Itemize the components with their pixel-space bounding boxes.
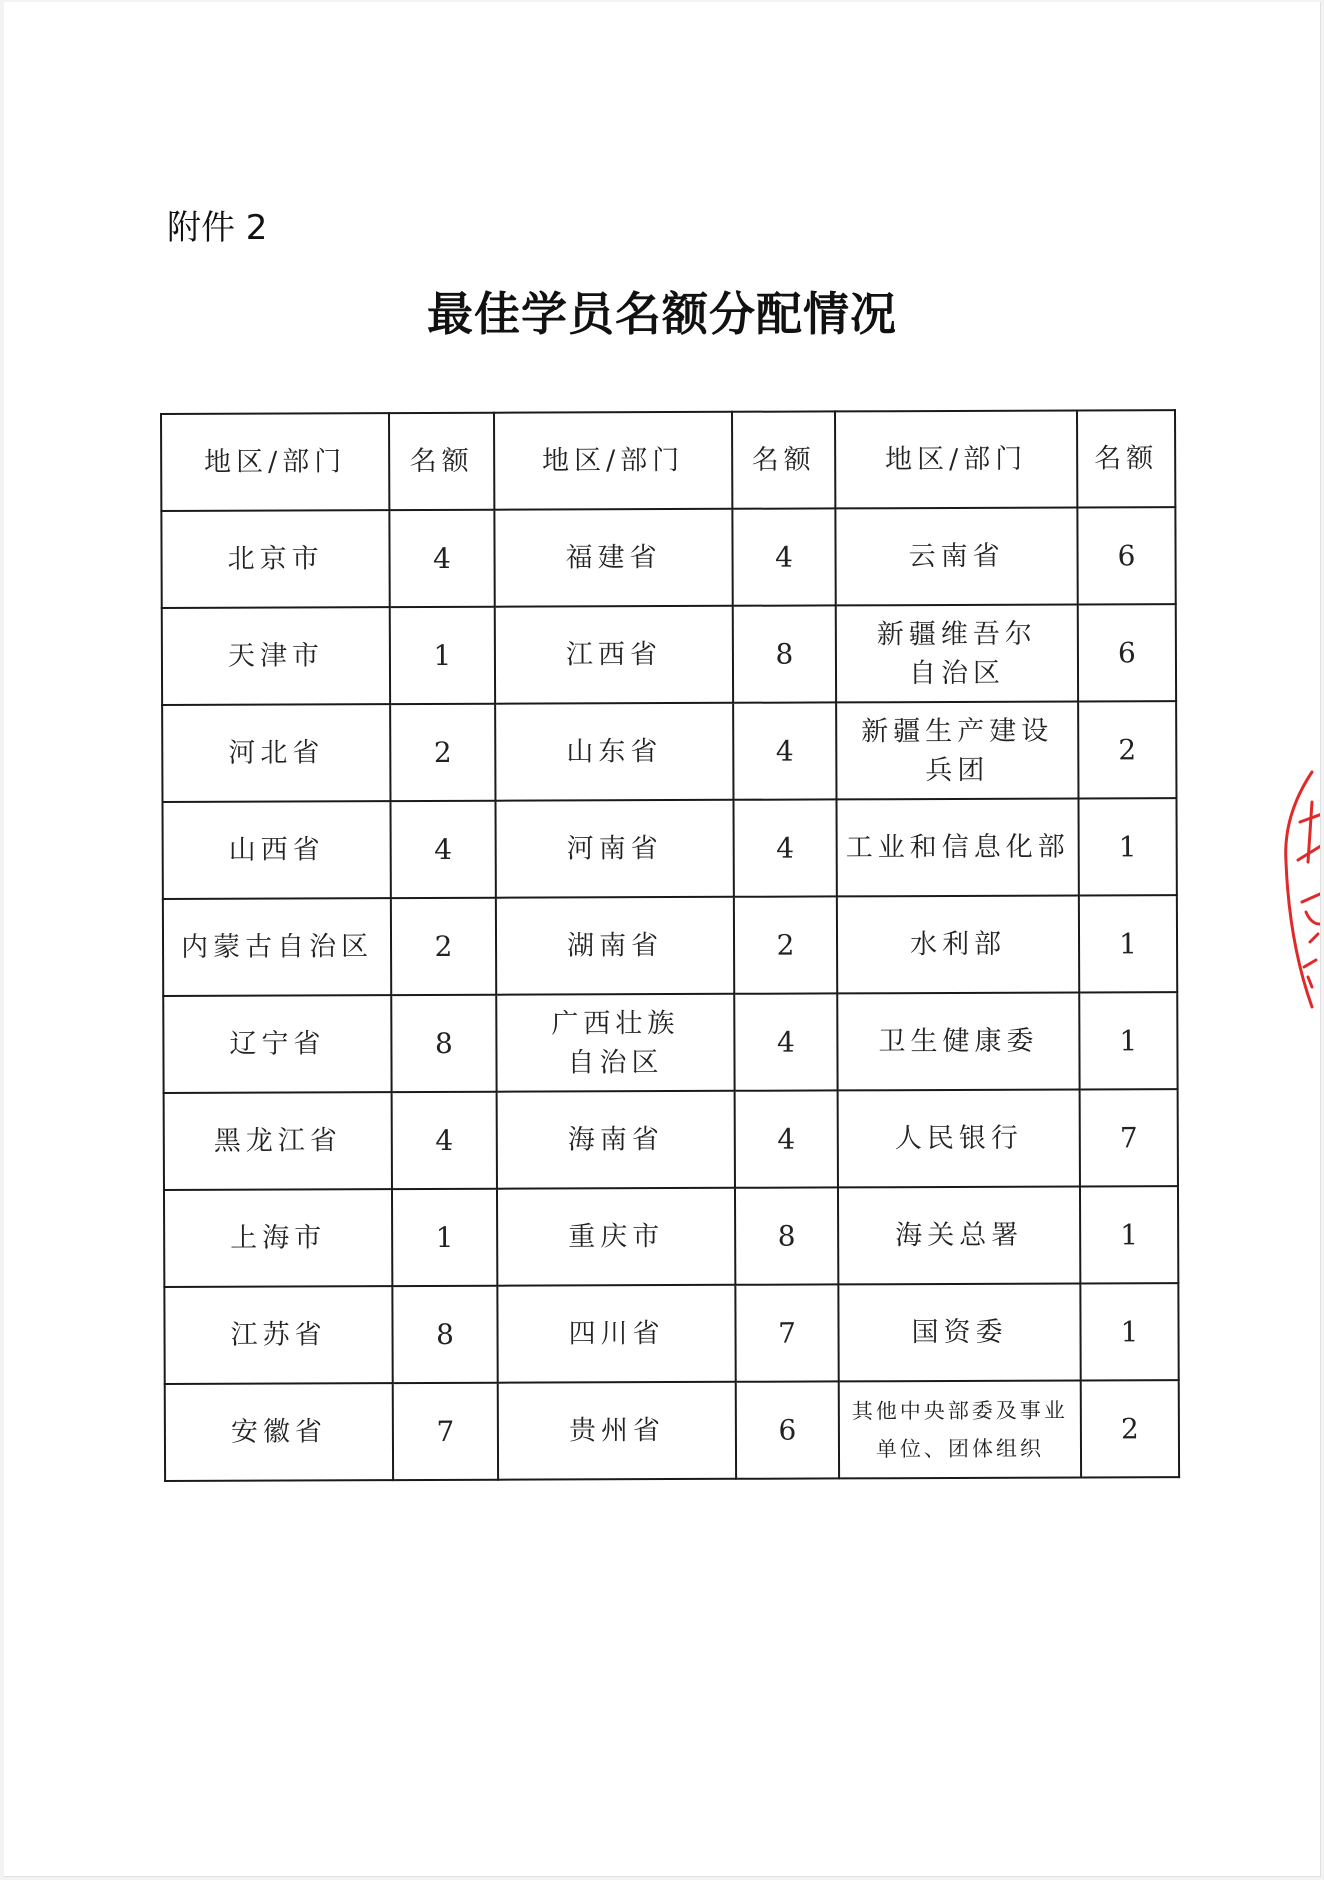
quota-count-cell: 7 xyxy=(393,1383,498,1480)
header-quota: 名额 xyxy=(1077,410,1175,507)
region-dept-cell: 内蒙古自治区 xyxy=(163,898,391,996)
quota-count-cell: 8 xyxy=(392,1286,497,1383)
quota-count-cell: 7 xyxy=(735,1284,838,1381)
table-row xyxy=(164,1283,1178,1384)
quota-count-cell: 4 xyxy=(389,510,494,607)
region-dept-cell: 新疆生产建设 兵团 xyxy=(836,701,1078,799)
region-dept-cell: 国资委 xyxy=(838,1283,1080,1381)
header-region-dept: 地区/部门 xyxy=(161,413,389,511)
region-dept-cell: 福建省 xyxy=(494,509,732,607)
attachment-label: 附件 2 xyxy=(167,208,268,248)
region-dept-cell: 广西壮族 自治区 xyxy=(496,994,734,1092)
region-dept-cell: 江苏省 xyxy=(164,1286,392,1384)
region-dept-cell: 贵州省 xyxy=(498,1382,736,1480)
region-dept-cell: 江西省 xyxy=(495,606,733,704)
quota-count-cell: 1 xyxy=(1080,1186,1178,1283)
header-region-dept: 地区/部门 xyxy=(494,412,732,510)
quota-count-cell: 6 xyxy=(736,1381,839,1478)
region-dept-cell: 重庆市 xyxy=(497,1188,735,1286)
quota-count-cell: 2 xyxy=(1081,1380,1179,1477)
red-seal-fragment xyxy=(1272,762,1321,1022)
region-dept-cell: 河北省 xyxy=(162,704,390,802)
region-dept-cell: 其他中央部委及事业 单位、团体组织 xyxy=(839,1380,1081,1478)
quota-count-cell: 1 xyxy=(1080,1283,1178,1380)
quota-count-cell: 1 xyxy=(390,607,495,704)
quota-count-cell: 2 xyxy=(390,704,495,801)
quota-count-cell: 4 xyxy=(733,702,836,799)
quota-table-body xyxy=(161,410,1179,1481)
region-dept-cell: 黑龙江省 xyxy=(164,1092,392,1190)
quota-count-cell: 2 xyxy=(1078,701,1176,798)
quota-count-cell: 7 xyxy=(1080,1089,1178,1186)
region-dept-cell: 云南省 xyxy=(835,507,1077,605)
quota-count-cell: 1 xyxy=(1079,992,1177,1089)
quota-count-cell: 2 xyxy=(391,898,496,995)
region-dept-cell: 天津市 xyxy=(162,607,390,705)
region-dept-cell: 湖南省 xyxy=(496,897,734,995)
quota-count-cell: 4 xyxy=(733,799,836,896)
region-dept-cell: 山东省 xyxy=(495,703,733,801)
table-header-row xyxy=(161,410,1175,511)
region-dept-cell: 海关总署 xyxy=(838,1186,1080,1284)
region-dept-cell: 工业和信息化部 xyxy=(836,798,1078,896)
region-dept-cell: 山西省 xyxy=(162,801,390,899)
quota-count-cell: 8 xyxy=(733,605,836,702)
quota-count-cell: 6 xyxy=(1077,507,1175,604)
quota-count-cell: 1 xyxy=(1078,798,1176,895)
region-dept-cell: 北京市 xyxy=(161,510,389,608)
region-dept-cell: 水利部 xyxy=(837,895,1079,993)
table-row xyxy=(163,992,1177,1093)
quota-count-cell: 4 xyxy=(732,508,835,605)
table-row xyxy=(161,507,1175,608)
region-dept-cell: 海南省 xyxy=(497,1091,735,1189)
table-row xyxy=(164,1089,1178,1190)
region-dept-cell: 新疆维吾尔 自治区 xyxy=(836,604,1078,702)
header-region-dept: 地区/部门 xyxy=(835,410,1077,508)
quota-count-cell: 1 xyxy=(1079,895,1177,992)
table-row xyxy=(165,1380,1179,1481)
quota-count-cell: 1 xyxy=(392,1189,497,1286)
table-row xyxy=(162,701,1176,802)
page-title: 最佳学员名额分配情况 xyxy=(427,287,897,341)
quota-count-cell: 8 xyxy=(391,995,496,1092)
region-dept-cell: 安徽省 xyxy=(165,1383,393,1481)
quota-count-cell: 4 xyxy=(392,1092,497,1189)
quota-count-cell: 6 xyxy=(1078,604,1176,701)
region-dept-cell: 四川省 xyxy=(497,1285,735,1383)
quota-count-cell: 4 xyxy=(735,1090,838,1187)
region-dept-cell: 河南省 xyxy=(495,800,733,898)
document-page xyxy=(4,2,1321,1877)
table-row xyxy=(164,1186,1178,1287)
header-quota: 名额 xyxy=(389,413,494,510)
quota-table xyxy=(160,409,1180,1482)
quota-count-cell: 8 xyxy=(735,1187,838,1284)
region-dept-cell: 卫生健康委 xyxy=(837,992,1079,1090)
quota-count-cell: 2 xyxy=(734,896,837,993)
header-quota: 名额 xyxy=(732,411,835,508)
region-dept-cell: 上海市 xyxy=(164,1189,392,1287)
quota-count-cell: 4 xyxy=(390,801,495,898)
region-dept-cell: 人民银行 xyxy=(838,1089,1080,1187)
region-dept-cell: 辽宁省 xyxy=(163,995,391,1093)
table-row xyxy=(162,798,1176,899)
quota-count-cell: 4 xyxy=(734,993,837,1090)
table-row xyxy=(163,895,1177,996)
table-row xyxy=(162,604,1176,705)
